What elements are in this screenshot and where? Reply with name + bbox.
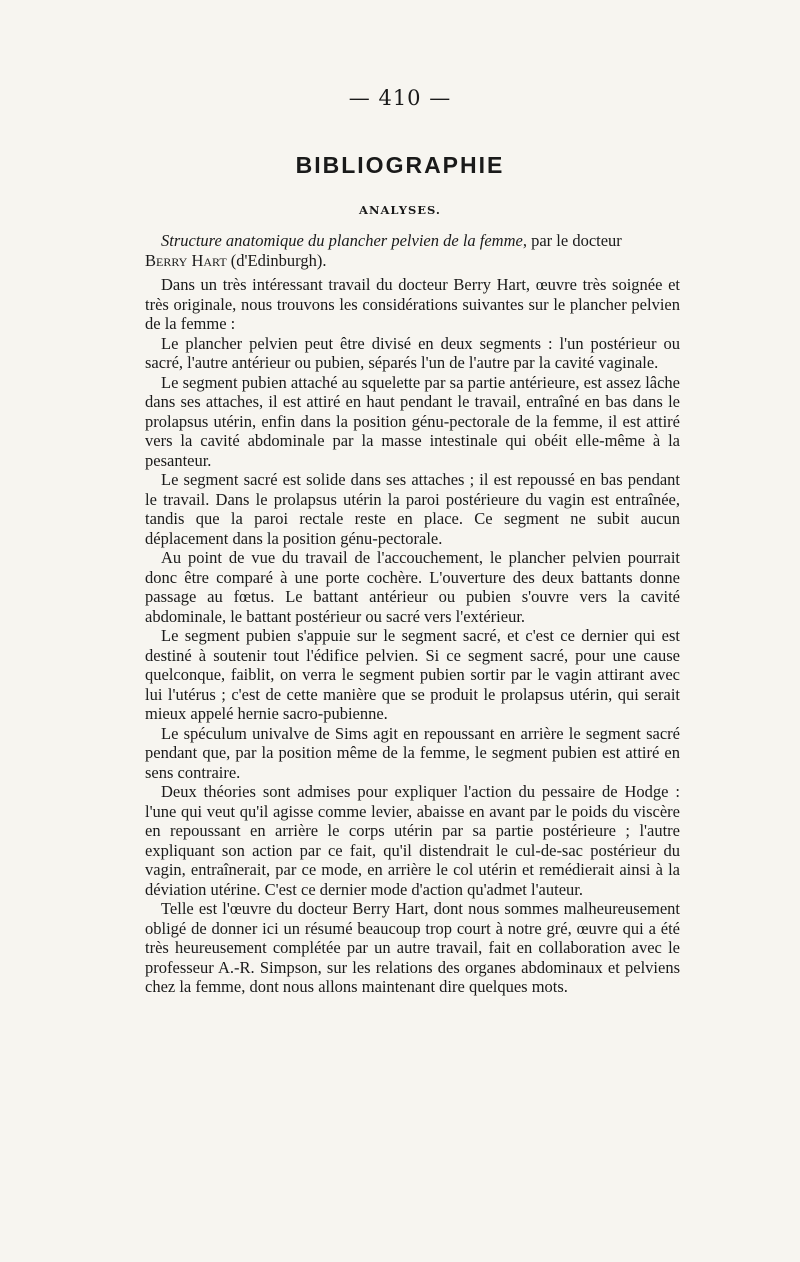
page-number: — 410 —	[348, 86, 452, 110]
article-byline-prefix: , par le docteur	[522, 231, 622, 250]
paragraph: Le segment pubien s'appuie sur le segment sacré, et c'est ce dernier qui est destiné à soutenir tout l'édifice pelvien. Si ce segment sacré, pour une cause quelconque, faiblit, on verra le segment pubien sortir par le vagin attirant avec lui l'utérus ; c'est de cette manière que se produit le prolapsus utérin, qui serait mieux appelé hernie sacro-pubienne.	[145, 626, 680, 723]
section-subheading: ANALYSES.	[359, 203, 441, 217]
paragraph: Le spéculum univalve de Sims agit en repoussant en arrière le segment sacré pendant que, par la position même de la femme, le segment pubien est attiré en sens contraire.	[145, 723, 680, 782]
paragraph: Telle est l'œuvre du docteur Berry Hart, dont nous sommes malheureusement obligé de donner ici un résumé beaucoup trop court à notre gré, œuvre qui a été très heureusement complétée par un autre travail, fait en collaboration avec le professeur A.-R. Simpson, sur les relations des organes abdominaux et pelviens chez la femme, dont nous allons maintenant dire quelques mots.	[145, 899, 680, 996]
article-author: Berry Hart	[145, 250, 227, 270]
section-heading: BIBLIOGRAPHIE	[295, 152, 505, 178]
paragraph: Le plancher pelvien peut être divisé en deux segments : l'un postérieur ou sacré, l'autre antérieur ou pubien, séparés l'un de l'autre par la cavité vaginale.	[145, 333, 680, 372]
paragraph: Au point de vue du travail de l'accouchement, le plancher pelvien pourrait donc être comparé à une porte cochère. L'ouverture des deux battants donne passage au fœtus. Le battant antérieur ou pubien s'ouvre vers la cavité abdominale, le battant postérieur ou sacré vers l'extérieur.	[145, 548, 680, 626]
paragraph: Dans un très intéressant travail du docteur Berry Hart, œuvre très soignée et très originale, nous trouvons les considérations suivantes sur le plancher pelvien de la femme :	[145, 275, 680, 333]
article-title: Structure anatomique du plancher pelvien de la femme	[161, 231, 523, 250]
paragraph: Le segment sacré est solide dans ses attaches ; il est repoussé en bas pendant le travail. Dans le prolapsus utérin la paroi postérieure du vagin est entraînée, tandis que la paroi rectale reste en place. Ce segment ne subit aucun déplacement dans la position génu-pectorale.	[145, 470, 680, 548]
article-title-line	[145, 231, 680, 270]
paragraph: Le segment pubien attaché au squelette par sa partie antérieure, est assez lâche dans ses attaches, il est attiré en haut pendant le travail, entraîné en bas dans le prolapsus utérin, enfin dans la position génu-pectorale de la femme, il est attiré vers la cavité abdominale par la masse intestinale qui obéit elle-même à la pesanteur.	[145, 372, 680, 470]
paragraph: Deux théories sont admises pour expliquer l'action du pessaire de Hodge : l'une qui veut qu'il agisse comme levier, abaisse en avant par le poids du viscère en repoussant en arrière le corps utérin par sa partie postérieure ; l'autre expliquant son action par ce fait, qu'il distendrait le cul-de-sac postérieur du vagin, entraînerait, par ce mode, en arrière le col utérin et remédierait ainsi à la déviation utérine. C'est ce dernier mode d'action qu'admet l'auteur.	[145, 782, 680, 899]
article-affiliation: (d'Edinburgh).	[230, 250, 327, 270]
article-body	[145, 231, 680, 997]
